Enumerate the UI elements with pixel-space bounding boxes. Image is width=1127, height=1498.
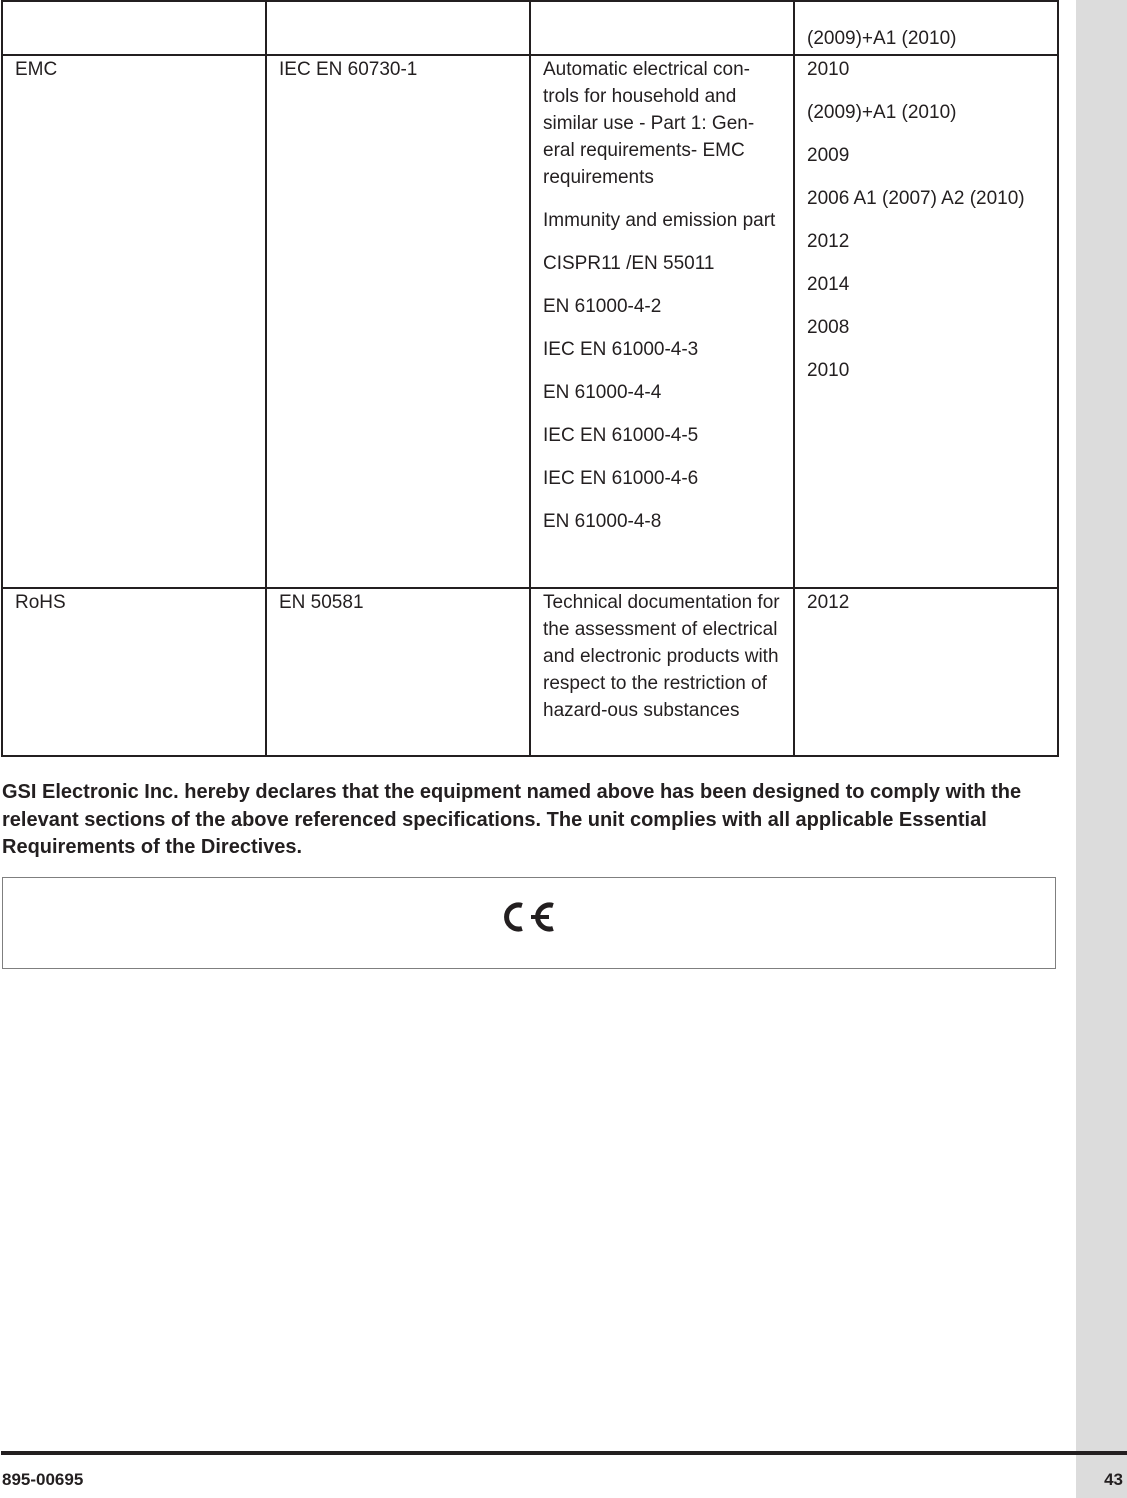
- emc-description-item: CISPR11 /EN 55011: [543, 253, 715, 274]
- emc-year-item: 2008: [807, 317, 850, 338]
- emc-year-item: 2012: [807, 231, 850, 252]
- footer-divider: [1, 1451, 1127, 1455]
- emc-description-item: EN 61000-4-8: [543, 511, 662, 532]
- emc-years: [794, 55, 1058, 588]
- emc-year-item: (2009)+A1 (2010): [807, 102, 957, 123]
- table-row-emc: [2, 55, 1058, 588]
- emc-description-item: IEC EN 61000-4-3: [543, 339, 699, 360]
- table-row: [2, 1, 1058, 55]
- rohs-year: 2012: [794, 588, 1058, 756]
- emc-year-item: 2014: [807, 274, 850, 295]
- ce-mark-box: [2, 877, 1056, 969]
- emc-description-item: EN 61000-4-4: [543, 382, 662, 403]
- emc-category: EMC: [2, 55, 266, 588]
- emc-year-item: 2009: [807, 145, 850, 166]
- emc-description-item: IEC EN 61000-4-5: [543, 425, 699, 446]
- page-number: 43: [1104, 1470, 1123, 1489]
- side-margin-strip: [1076, 0, 1127, 1498]
- emc-description-item: EN 61000-4-2: [543, 296, 662, 317]
- document-number: 895-00695: [2, 1470, 84, 1489]
- emc-description-item: Immunity and emission part: [543, 210, 776, 231]
- emc-year-item: 2006 A1 (2007) A2 (2010): [807, 188, 1025, 209]
- ce-mark-icon: [495, 902, 557, 932]
- table-cell: [2, 1, 266, 55]
- emc-year-item: 2010: [807, 360, 850, 381]
- table-cell: [530, 1, 794, 55]
- rohs-category: RoHS: [2, 588, 266, 756]
- rohs-description: Technical documentation for the assessment of electrical and electronic products with respect to the restriction of hazard-ous substances: [530, 588, 794, 756]
- standards-table: [1, 0, 1059, 757]
- emc-description-item: IEC EN 61000-4-6: [543, 468, 699, 489]
- emc-description-item: Automatic electrical con-trols for household and similar use - Part 1: Gen-eral requirements- EMC requirements: [543, 59, 755, 188]
- table-cell-year: (2009)+A1 (2010): [794, 1, 1058, 55]
- emc-year-item: 2010: [807, 59, 850, 80]
- emc-standard: IEC EN 60730-1: [266, 55, 530, 588]
- table-row-rohs: [2, 588, 1058, 756]
- rohs-standard: EN 50581: [266, 588, 530, 756]
- declaration-text: GSI Electronic Inc. hereby declares that the equipment named above has been designed to comply with the relevant sections of the above referenced specifications. The unit complies with all applicable Essential Requirements of the Directives.: [2, 781, 1022, 858]
- emc-descriptions: [530, 55, 794, 588]
- table-cell: [266, 1, 530, 55]
